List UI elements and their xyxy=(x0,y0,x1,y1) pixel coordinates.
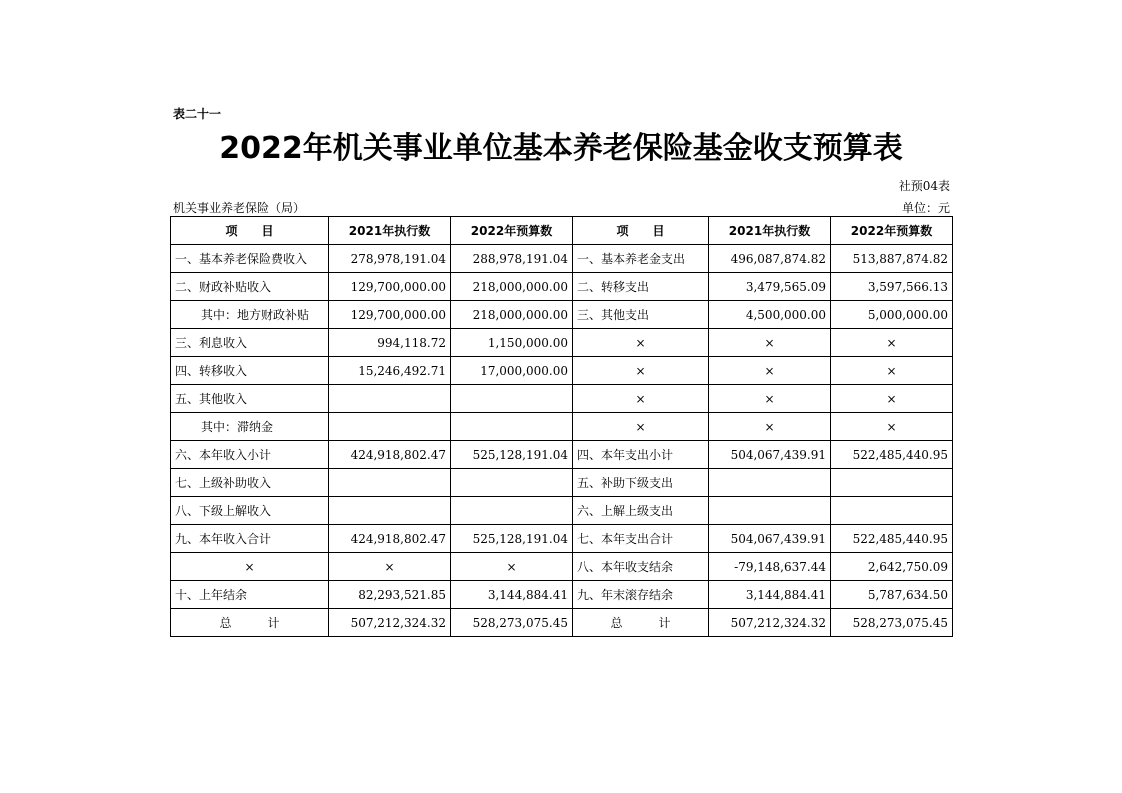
expense-2021-cell xyxy=(709,469,831,497)
income-2022-cell: × xyxy=(451,553,573,581)
income-2022-cell xyxy=(451,469,573,497)
income-item-cell: 总 计 xyxy=(171,609,329,637)
page-title: 2022年机关事业单位基本养老保险基金收支预算表 xyxy=(219,131,903,166)
column-header-expense-2022: 2022年预算数 xyxy=(831,217,953,245)
column-header-income-2022: 2022年预算数 xyxy=(451,217,573,245)
expense-item-cell: 五、补助下级支出 xyxy=(573,469,709,497)
expense-2022-cell: × xyxy=(831,413,953,441)
income-2021-cell xyxy=(329,413,451,441)
unit-label: 单位：元 xyxy=(901,201,950,215)
income-item-cell: 九、本年收入合计 xyxy=(171,525,329,553)
table-row xyxy=(171,329,953,357)
expense-2022-cell: 5,787,634.50 xyxy=(831,581,953,609)
column-header-income-2021: 2021年执行数 xyxy=(329,217,451,245)
expense-2022-cell: × xyxy=(831,385,953,413)
income-item-cell: × xyxy=(171,553,329,581)
budget-table xyxy=(170,216,953,637)
income-2022-cell: 218,000,000.00 xyxy=(451,273,573,301)
income-2021-cell xyxy=(329,385,451,413)
expense-2022-cell: 2,642,750.09 xyxy=(831,553,953,581)
agency-name: 机关事业养老保险（局） xyxy=(173,201,306,215)
expense-item-cell: 八、本年收支结余 xyxy=(573,553,709,581)
income-2021-cell: 129,700,000.00 xyxy=(329,301,451,329)
income-2022-cell: 17,000,000.00 xyxy=(451,357,573,385)
expense-item-cell: 四、本年支出小计 xyxy=(573,441,709,469)
expense-item-cell: 七、本年支出合计 xyxy=(573,525,709,553)
expense-2021-cell: × xyxy=(709,385,831,413)
income-item-cell: 八、下级上解收入 xyxy=(171,497,329,525)
income-item-cell: 四、转移收入 xyxy=(171,357,329,385)
table-row xyxy=(171,441,953,469)
table-row xyxy=(171,385,953,413)
expense-2022-cell xyxy=(831,497,953,525)
income-2021-cell: 15,246,492.71 xyxy=(329,357,451,385)
expense-2022-cell: 522,485,440.95 xyxy=(831,525,953,553)
table-row xyxy=(171,273,953,301)
expense-2021-cell: × xyxy=(709,329,831,357)
expense-item-cell: × xyxy=(573,413,709,441)
income-2021-cell: 994,118.72 xyxy=(329,329,451,357)
expense-item-cell: × xyxy=(573,357,709,385)
expense-2021-cell: 496,087,874.82 xyxy=(709,245,831,273)
table-header-row xyxy=(171,217,953,245)
expense-item-cell: 二、转移支出 xyxy=(573,273,709,301)
expense-item-cell: 九、年末滚存结余 xyxy=(573,581,709,609)
income-item-cell: 三、利息收入 xyxy=(171,329,329,357)
table-row xyxy=(171,581,953,609)
income-item-cell: 其中：地方财政补贴 xyxy=(171,301,329,329)
income-item-cell: 七、上级补助收入 xyxy=(171,469,329,497)
expense-2021-cell: 4,500,000.00 xyxy=(709,301,831,329)
income-item-cell: 二、财政补贴收入 xyxy=(171,273,329,301)
table-row xyxy=(171,245,953,273)
expense-2022-cell: × xyxy=(831,329,953,357)
table-row xyxy=(171,413,953,441)
expense-2022-cell: 3,597,566.13 xyxy=(831,273,953,301)
income-2021-cell: × xyxy=(329,553,451,581)
expense-2021-cell xyxy=(709,497,831,525)
income-2021-cell: 507,212,324.32 xyxy=(329,609,451,637)
income-2021-cell: 129,700,000.00 xyxy=(329,273,451,301)
table-row xyxy=(171,301,953,329)
expense-item-cell: 六、上解上级支出 xyxy=(573,497,709,525)
income-2022-cell: 288,978,191.04 xyxy=(451,245,573,273)
income-2022-cell: 3,144,884.41 xyxy=(451,581,573,609)
income-item-cell: 十、上年结余 xyxy=(171,581,329,609)
expense-item-cell: 总 计 xyxy=(573,609,709,637)
table-row xyxy=(171,469,953,497)
income-2021-cell: 278,978,191.04 xyxy=(329,245,451,273)
income-2022-cell: 218,000,000.00 xyxy=(451,301,573,329)
table-row xyxy=(171,357,953,385)
expense-item-cell: × xyxy=(573,329,709,357)
income-2022-cell: 528,273,075.45 xyxy=(451,609,573,637)
expense-2021-cell: 3,479,565.09 xyxy=(709,273,831,301)
income-item-cell: 一、基本养老保险费收入 xyxy=(171,245,329,273)
expense-2021-cell: 507,212,324.32 xyxy=(709,609,831,637)
column-header-income-item: 项 目 xyxy=(171,217,329,245)
income-2021-cell: 424,918,802.47 xyxy=(329,441,451,469)
expense-2022-cell: 513,887,874.82 xyxy=(831,245,953,273)
expense-2021-cell: × xyxy=(709,357,831,385)
income-2021-cell: 82,293,521.85 xyxy=(329,581,451,609)
expense-2022-cell: 528,273,075.45 xyxy=(831,609,953,637)
income-item-cell: 其中：滞纳金 xyxy=(171,413,329,441)
expense-2022-cell: 5,000,000.00 xyxy=(831,301,953,329)
table-number-label: 表二十一 xyxy=(173,107,222,121)
expense-2021-cell: -79,148,637.44 xyxy=(709,553,831,581)
expense-2022-cell: 522,485,440.95 xyxy=(831,441,953,469)
income-2022-cell: 1,150,000.00 xyxy=(451,329,573,357)
income-2022-cell: 525,128,191.04 xyxy=(451,525,573,553)
expense-2021-cell: 3,144,884.41 xyxy=(709,581,831,609)
expense-item-cell: × xyxy=(573,385,709,413)
expense-2021-cell: 504,067,439.91 xyxy=(709,441,831,469)
table-row xyxy=(171,553,953,581)
expense-2021-cell: × xyxy=(709,413,831,441)
income-2022-cell xyxy=(451,385,573,413)
column-header-expense-item: 项 目 xyxy=(573,217,709,245)
income-2021-cell xyxy=(329,469,451,497)
income-2022-cell xyxy=(451,497,573,525)
table-row xyxy=(171,525,953,553)
form-code: 社预04表 xyxy=(898,179,950,193)
expense-item-cell: 三、其他支出 xyxy=(573,301,709,329)
table-row xyxy=(171,609,953,637)
income-2022-cell: 525,128,191.04 xyxy=(451,441,573,469)
expense-2022-cell: × xyxy=(831,357,953,385)
income-item-cell: 五、其他收入 xyxy=(171,385,329,413)
column-header-expense-2021: 2021年执行数 xyxy=(709,217,831,245)
expense-2022-cell xyxy=(831,469,953,497)
table-row xyxy=(171,497,953,525)
income-2021-cell xyxy=(329,497,451,525)
expense-item-cell: 一、基本养老金支出 xyxy=(573,245,709,273)
income-2021-cell: 424,918,802.47 xyxy=(329,525,451,553)
expense-2021-cell: 504,067,439.91 xyxy=(709,525,831,553)
income-2022-cell xyxy=(451,413,573,441)
income-item-cell: 六、本年收入小计 xyxy=(171,441,329,469)
